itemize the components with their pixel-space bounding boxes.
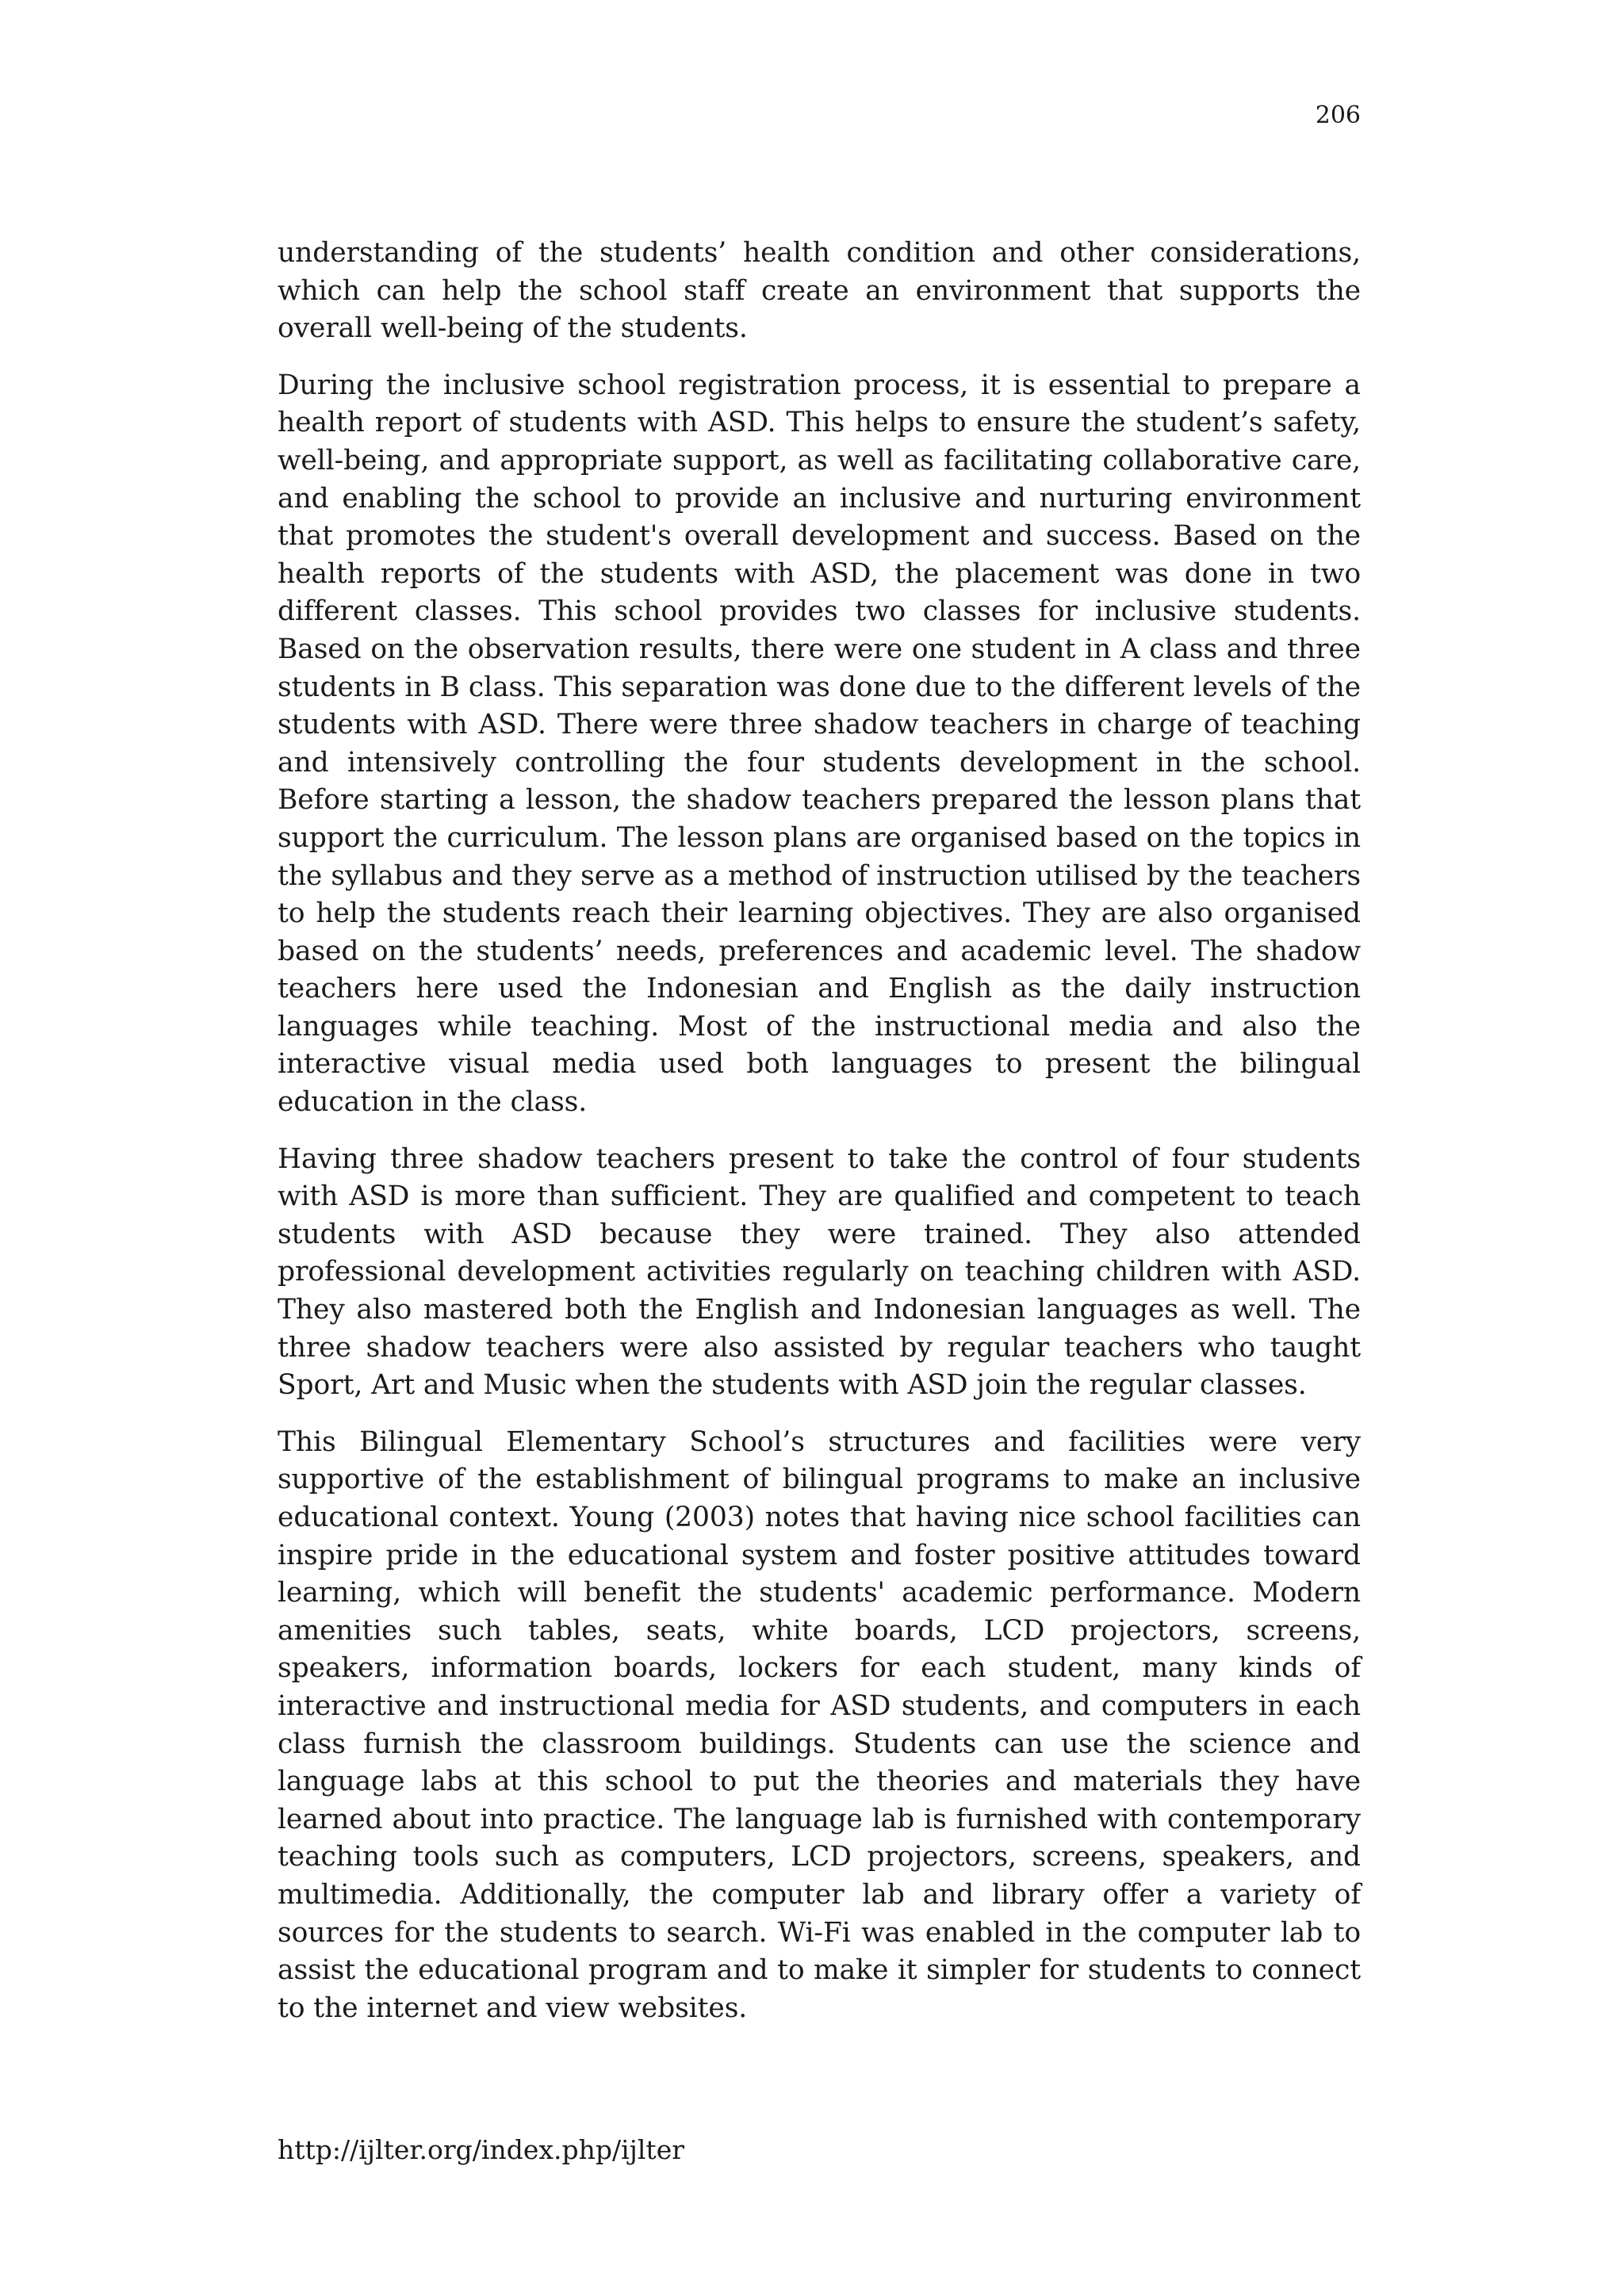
paragraph: Having three shadow teachers present to take the control of four students with ASD is more than sufficient. They are qualified and competent to teach students with ASD because they were trained. They also attended professional development activities regularly on teaching children with ASD. They also mastered both the English and Indonesian languages as well. The three shadow teachers were also assisted by regular teachers who taught Sport, Art and Music when the students with ASD join the regular classes. xyxy=(278,1142,1361,1402)
paragraph: During the inclusive school registration process, it is essential to prepare a health report of students with ASD. This helps to ensure the student’s safety, well-being, and appropriate support, as well as facilitating collaborative care, and enabling the school to provide an inclusive and nurturing environment that promotes the student's overall development and success. Based on the health reports of the students with ASD, the placement was done in two different classes. This school provides two classes for inclusive students. Based on the observation results, there were one student in A class and three students in B class. This separation was done due to the different levels of the students with ASD. There were three shadow teachers in charge of teaching and intensively controlling the four students development in the school. Before starting a lesson, the shadow teachers prepared the lesson plans that support the curriculum. The lesson plans are organised based on the topics in the syllabus and they serve as a method of instruction utilised by the teachers to help the students reach their learning objectives. They are also organised based on the students’ needs, preferences and academic level. The shadow teachers here used the Indonesian and English as the daily instruction languages while teaching. Most of the instructional media and also the interactive visual media used both languages to present the bilingual education in the class. xyxy=(278,369,1361,1119)
footer-url: http://ijlter.org/index.php/ijlter xyxy=(278,2134,684,2165)
paragraph: This Bilingual Elementary School’s structures and facilities were very supportive of the establishment of bilingual programs to make an inclusive educational context. Young (2003) notes that having nice school facilities can inspire pride in the educational system and foster positive attitudes toward learning, which will benefit the students' academic performance. Modern amenities such tables, seats, white boards, LCD projectors, screens, speakers, information boards, lockers for each student, many kinds of interactive and instructional media for ASD students, and computers in each class furnish the classroom buildings. Students can use the science and language labs at this school to put the theories and materials they have learned about into practice. The language lab is furnished with contemporary teaching tools such as computers, LCD projectors, screens, speakers, and multimedia. Additionally, the computer lab and library offer a variety of sources for the students to search. Wi-Fi was enabled in the computer lab to assist the educational program and to make it simpler for students to connect to the internet and view websites. xyxy=(278,1425,1361,2024)
body-text xyxy=(278,235,1361,2046)
paragraph: understanding of the students’ health condition and other considerations, which can help the school staff create an environment that supports the overall well-being of the students. xyxy=(278,237,1361,345)
page-number: 206 xyxy=(1315,101,1361,129)
